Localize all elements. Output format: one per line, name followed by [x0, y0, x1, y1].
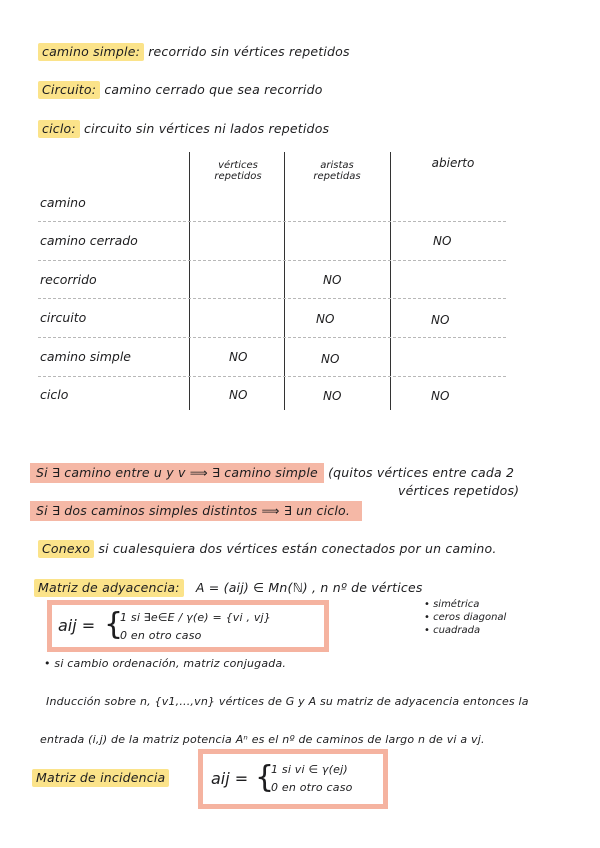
theorem-1	[30, 465, 514, 480]
def-camino-simple	[38, 44, 350, 59]
row-label: circuito	[40, 310, 87, 325]
adyacencia-lhs: aij =	[58, 616, 96, 635]
row-label: camino simple	[40, 349, 131, 364]
def-conexo-text: si cualesquiera dos vértices están conectados por un camino.	[98, 541, 497, 556]
adyacencia-case-2: 0 en otro caso	[120, 629, 202, 642]
adyacencia-properties	[424, 598, 506, 637]
property-item: • ceros diagonal	[424, 612, 507, 623]
theorem-1-note-cont: vértices repetidos)	[398, 483, 520, 498]
property-item: • simétrica	[424, 599, 480, 610]
def-camino-simple-text: recorrido sin vértices repetidos	[148, 44, 350, 59]
header-vertices: vértices repetidos	[214, 160, 262, 182]
induccion-line-2: entrada (i,j) de la matriz potencia Aⁿ es el nº de caminos de largo n de vi a vj.	[40, 733, 485, 746]
cell-value: NO	[323, 273, 342, 287]
incidencia-case-1: 1 si vi ∈ γ(ej)	[271, 763, 348, 776]
def-circuito-text: camino cerrado que sea recorrido	[104, 82, 323, 97]
brace-icon: {	[255, 760, 275, 795]
adyacencia-case-1: 1 si ∃e∈E / γ(e) = {vi , vj}	[120, 611, 272, 624]
cell-value: NO	[323, 389, 342, 403]
theorem-2-text: Si ∃ dos caminos simples distintos ⟹ ∃ un ciclo.	[30, 501, 362, 521]
table-divider	[284, 152, 285, 410]
row-separator	[38, 260, 506, 261]
row-label: recorrido	[40, 272, 97, 287]
header-abierto: abierto	[431, 156, 475, 170]
brace-icon: {	[104, 607, 124, 642]
incidencia-formula-box	[198, 749, 388, 809]
row-label: ciclo	[40, 387, 69, 402]
theorem-1-text: Si ∃ camino entre u y v ⟹ ∃ camino simple	[30, 463, 324, 483]
header-aristas: aristas repetidas	[313, 160, 361, 182]
row-separator	[38, 221, 506, 222]
term-ciclo: ciclo:	[38, 120, 80, 138]
table-divider	[189, 152, 190, 410]
def-ciclo	[38, 121, 329, 136]
row-separator	[38, 376, 506, 377]
cell-value: NO	[321, 352, 340, 366]
row-separator	[38, 337, 506, 338]
def-incidencia	[32, 770, 169, 785]
def-circuito	[38, 82, 323, 97]
theorem-2	[30, 503, 362, 518]
cell-value: NO	[433, 234, 452, 248]
adyacencia-formula-box	[47, 600, 329, 652]
table-divider	[390, 152, 391, 410]
incidencia-case-2: 0 en otro caso	[271, 781, 353, 794]
cell-value: NO	[431, 389, 450, 403]
row-label: camino cerrado	[40, 233, 138, 248]
cell-value: NO	[316, 312, 335, 326]
def-adyacencia	[34, 580, 423, 595]
theorem-1-note: (quitos vértices entre cada 2	[328, 465, 515, 480]
induccion-line-1: Inducción sobre n, {v1,...,vn} vértices de G y A su matriz de adyacencia entonces la	[46, 695, 529, 708]
def-conexo	[38, 541, 497, 556]
property-item: • cuadrada	[424, 625, 481, 636]
term-adyacencia: Matriz de adyacencia:	[34, 579, 184, 597]
cell-value: NO	[229, 388, 248, 402]
term-circuito: Circuito:	[38, 81, 100, 99]
term-incidencia: Matriz de incidencia	[32, 769, 169, 787]
cell-value: NO	[431, 313, 450, 327]
row-label: camino	[40, 195, 86, 210]
incidencia-lhs: aij =	[211, 769, 249, 788]
adyacencia-note: • si cambio ordenación, matriz conjugada.	[44, 657, 287, 670]
term-camino-simple: camino simple:	[38, 43, 144, 61]
term-conexo: Conexo	[38, 540, 94, 558]
adyacencia-formula: A = (aij) ∈ Mn(ℕ) , n nº de vértices	[195, 580, 423, 595]
def-ciclo-text: circuito sin vértices ni lados repetidos	[83, 121, 330, 136]
row-separator	[38, 298, 506, 299]
paths-table	[38, 152, 558, 412]
cell-value: NO	[229, 350, 248, 364]
